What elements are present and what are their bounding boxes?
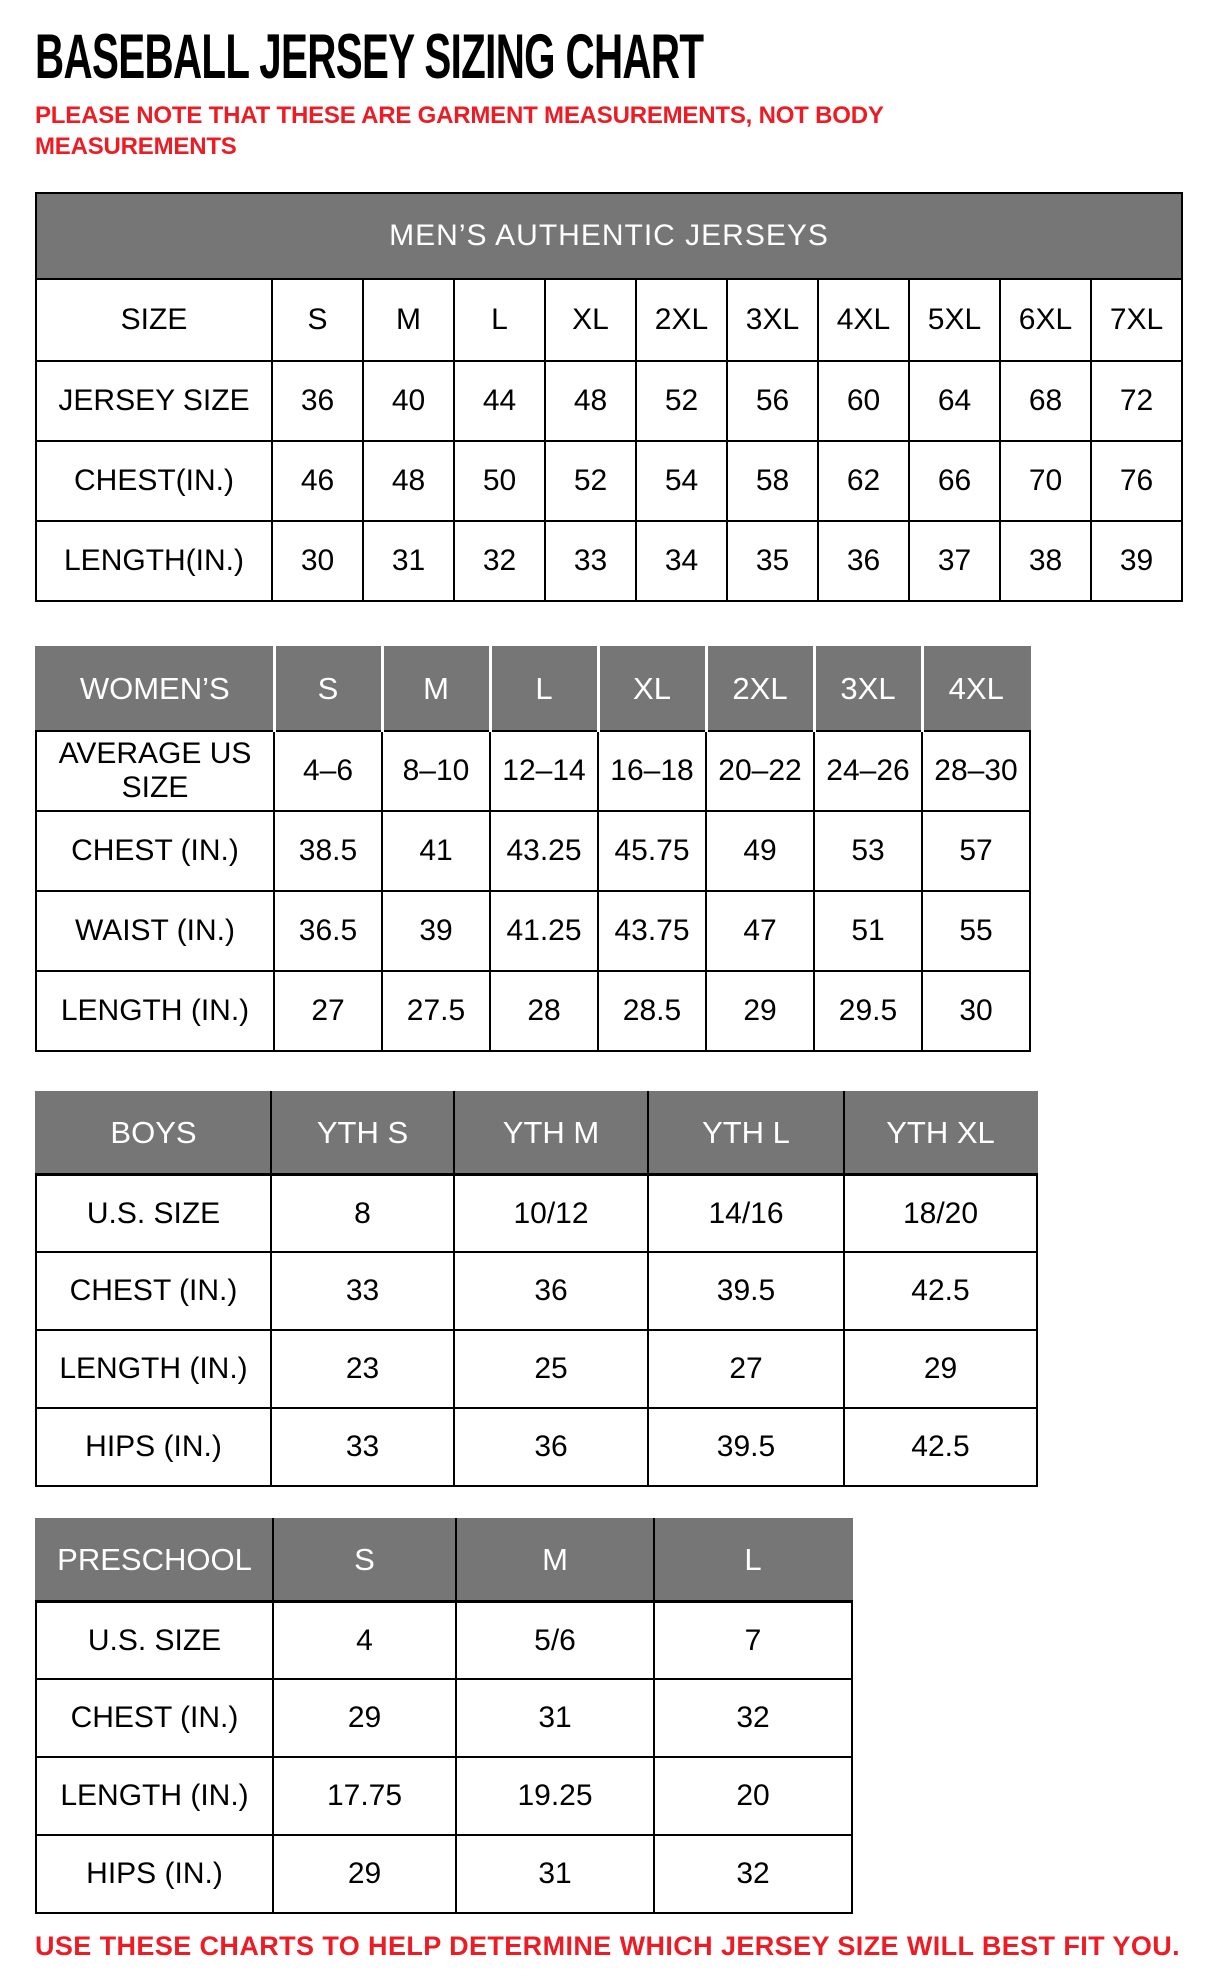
data-cell: 24–26 — [814, 731, 922, 811]
data-cell: 18/20 — [844, 1174, 1037, 1252]
row-label-cell: SIZE — [36, 279, 272, 361]
table-row — [36, 1252, 1037, 1330]
column-header-cell: M — [363, 279, 454, 361]
table-row — [36, 1519, 852, 1601]
data-cell: 8–10 — [382, 731, 490, 811]
data-cell: 31 — [456, 1679, 654, 1757]
data-cell: 52 — [636, 361, 727, 441]
table-row — [36, 891, 1030, 971]
data-cell: 36 — [818, 521, 909, 601]
data-cell: 33 — [271, 1408, 454, 1486]
womens-sizing-table — [35, 646, 1031, 1052]
data-cell: 49 — [706, 811, 814, 891]
row-label-cell: CHEST (IN.) — [36, 1252, 271, 1330]
row-label-cell: CHEST(IN.) — [36, 441, 272, 521]
data-cell: 28 — [490, 971, 598, 1051]
data-cell: 70 — [1000, 441, 1091, 521]
data-cell: 42.5 — [844, 1252, 1037, 1330]
data-cell: 62 — [818, 441, 909, 521]
table-header-label: PRESCHOOL — [36, 1519, 273, 1601]
data-cell: 43.75 — [598, 891, 706, 971]
mens-sizing-table — [35, 192, 1183, 602]
data-cell: 40 — [363, 361, 454, 441]
data-cell: 36 — [454, 1252, 648, 1330]
data-cell: 64 — [909, 361, 1000, 441]
data-cell: 66 — [909, 441, 1000, 521]
table-row — [36, 811, 1030, 891]
table-row — [36, 1757, 852, 1835]
data-cell: 57 — [922, 811, 1030, 891]
data-cell: 14/16 — [648, 1174, 844, 1252]
data-cell: 51 — [814, 891, 922, 971]
row-label-cell: CHEST (IN.) — [36, 811, 274, 891]
fit-advice-note: USE THESE CHARTS TO HELP DETERMINE WHICH JERSEY SIZE WILL BEST FIT YOU. — [35, 1931, 1181, 1962]
data-cell: 55 — [922, 891, 1030, 971]
table-row — [36, 1092, 1037, 1174]
column-header-cell: XL — [598, 647, 706, 731]
data-cell: 50 — [454, 441, 545, 521]
data-cell: 29 — [273, 1835, 456, 1913]
table-row — [36, 1679, 852, 1757]
data-cell: 29.5 — [814, 971, 922, 1051]
column-header-cell: M — [382, 647, 490, 731]
row-label-cell: CHEST (IN.) — [36, 1679, 273, 1757]
data-cell: 17.75 — [273, 1757, 456, 1835]
data-cell: 12–14 — [490, 731, 598, 811]
data-cell: 4–6 — [274, 731, 382, 811]
data-cell: 27 — [648, 1330, 844, 1408]
data-cell: 10/12 — [454, 1174, 648, 1252]
data-cell: 58 — [727, 441, 818, 521]
data-cell: 43.25 — [490, 811, 598, 891]
table-header-label: WOMEN’S — [36, 647, 274, 731]
page-title: BASEBALL JERSEY SIZING CHART — [35, 22, 704, 92]
data-cell: 27.5 — [382, 971, 490, 1051]
table-row — [36, 1408, 1037, 1486]
row-label-cell: HIPS (IN.) — [36, 1835, 273, 1913]
data-cell: 36 — [272, 361, 363, 441]
column-header-cell: XL — [545, 279, 636, 361]
table-row — [36, 1601, 852, 1679]
row-label-cell: LENGTH (IN.) — [36, 971, 274, 1051]
table-banner: MEN’S AUTHENTIC JERSEYS — [36, 193, 1182, 279]
data-cell: 54 — [636, 441, 727, 521]
data-cell: 8 — [271, 1174, 454, 1252]
table-row — [36, 521, 1182, 601]
table-row — [36, 1330, 1037, 1408]
data-cell: 39 — [1091, 521, 1182, 601]
data-cell: 29 — [273, 1679, 456, 1757]
column-header-cell: 6XL — [1000, 279, 1091, 361]
data-cell: 28–30 — [922, 731, 1030, 811]
column-header-cell: S — [273, 1519, 456, 1601]
data-cell: 30 — [922, 971, 1030, 1051]
table-row — [36, 647, 1030, 731]
data-cell: 27 — [274, 971, 382, 1051]
data-cell: 53 — [814, 811, 922, 891]
column-header-cell: 4XL — [922, 647, 1030, 731]
column-header-cell: L — [490, 647, 598, 731]
row-label-cell: U.S. SIZE — [36, 1601, 273, 1679]
data-cell: 25 — [454, 1330, 648, 1408]
data-cell: 7 — [654, 1601, 852, 1679]
table-row — [36, 361, 1182, 441]
data-cell: 4 — [273, 1601, 456, 1679]
table-row — [36, 971, 1030, 1051]
row-label-cell: U.S. SIZE — [36, 1174, 271, 1252]
data-cell: 72 — [1091, 361, 1182, 441]
column-header-cell: YTH XL — [844, 1092, 1037, 1174]
column-header-cell: 4XL — [818, 279, 909, 361]
data-cell: 39 — [382, 891, 490, 971]
data-cell: 31 — [456, 1835, 654, 1913]
data-cell: 31 — [363, 521, 454, 601]
table-row — [36, 441, 1182, 521]
data-cell: 30 — [272, 521, 363, 601]
data-cell: 28.5 — [598, 971, 706, 1051]
data-cell: 56 — [727, 361, 818, 441]
column-header-cell: 5XL — [909, 279, 1000, 361]
column-header-cell: YTH S — [271, 1092, 454, 1174]
data-cell: 19.25 — [456, 1757, 654, 1835]
data-cell: 33 — [545, 521, 636, 601]
data-cell: 68 — [1000, 361, 1091, 441]
column-header-cell: S — [272, 279, 363, 361]
data-cell: 20 — [654, 1757, 852, 1835]
data-cell: 41.25 — [490, 891, 598, 971]
garment-measurements-note: PLEASE NOTE THAT THESE ARE GARMENT MEASUREMENTS, NOT BODY MEASUREMENTS — [35, 102, 884, 160]
data-cell: 33 — [271, 1252, 454, 1330]
column-header-cell: 2XL — [636, 279, 727, 361]
data-cell: 32 — [654, 1835, 852, 1913]
data-cell: 52 — [545, 441, 636, 521]
data-cell: 20–22 — [706, 731, 814, 811]
column-header-cell: L — [454, 279, 545, 361]
data-cell: 76 — [1091, 441, 1182, 521]
table-row — [36, 1835, 852, 1913]
data-cell: 29 — [844, 1330, 1037, 1408]
column-header-cell: 3XL — [727, 279, 818, 361]
row-label-cell: HIPS (IN.) — [36, 1408, 271, 1486]
column-header-cell: YTH M — [454, 1092, 648, 1174]
column-header-cell: L — [654, 1519, 852, 1601]
column-header-cell: S — [274, 647, 382, 731]
data-cell: 23 — [271, 1330, 454, 1408]
column-header-cell: M — [456, 1519, 654, 1601]
data-cell: 36.5 — [274, 891, 382, 971]
data-cell: 32 — [454, 521, 545, 601]
data-cell: 41 — [382, 811, 490, 891]
data-cell: 38 — [1000, 521, 1091, 601]
data-cell: 16–18 — [598, 731, 706, 811]
data-cell: 42.5 — [844, 1408, 1037, 1486]
table-row — [36, 279, 1182, 361]
column-header-cell: 3XL — [814, 647, 922, 731]
column-header-cell: 7XL — [1091, 279, 1182, 361]
data-cell: 60 — [818, 361, 909, 441]
data-cell: 34 — [636, 521, 727, 601]
data-cell: 48 — [363, 441, 454, 521]
data-cell: 44 — [454, 361, 545, 441]
row-label-cell: LENGTH (IN.) — [36, 1757, 273, 1835]
preschool-sizing-table — [35, 1518, 853, 1914]
row-label-cell: AVERAGE US SIZE — [36, 731, 274, 811]
boys-sizing-table — [35, 1091, 1038, 1487]
table-row — [36, 1174, 1037, 1252]
data-cell: 45.75 — [598, 811, 706, 891]
data-cell: 46 — [272, 441, 363, 521]
data-cell: 36 — [454, 1408, 648, 1486]
data-cell: 37 — [909, 521, 1000, 601]
row-label-cell: LENGTH (IN.) — [36, 1330, 271, 1408]
data-cell: 32 — [654, 1679, 852, 1757]
row-label-cell: WAIST (IN.) — [36, 891, 274, 971]
data-cell: 47 — [706, 891, 814, 971]
table-row — [36, 193, 1182, 279]
data-cell: 38.5 — [274, 811, 382, 891]
data-cell: 39.5 — [648, 1252, 844, 1330]
column-header-cell: 2XL — [706, 647, 814, 731]
row-label-cell: JERSEY SIZE — [36, 361, 272, 441]
data-cell: 5/6 — [456, 1601, 654, 1679]
data-cell: 39.5 — [648, 1408, 844, 1486]
data-cell: 35 — [727, 521, 818, 601]
data-cell: 48 — [545, 361, 636, 441]
column-header-cell: YTH L — [648, 1092, 844, 1174]
table-header-label: BOYS — [36, 1092, 271, 1174]
table-row — [36, 731, 1030, 811]
data-cell: 29 — [706, 971, 814, 1051]
row-label-cell: LENGTH(IN.) — [36, 521, 272, 601]
